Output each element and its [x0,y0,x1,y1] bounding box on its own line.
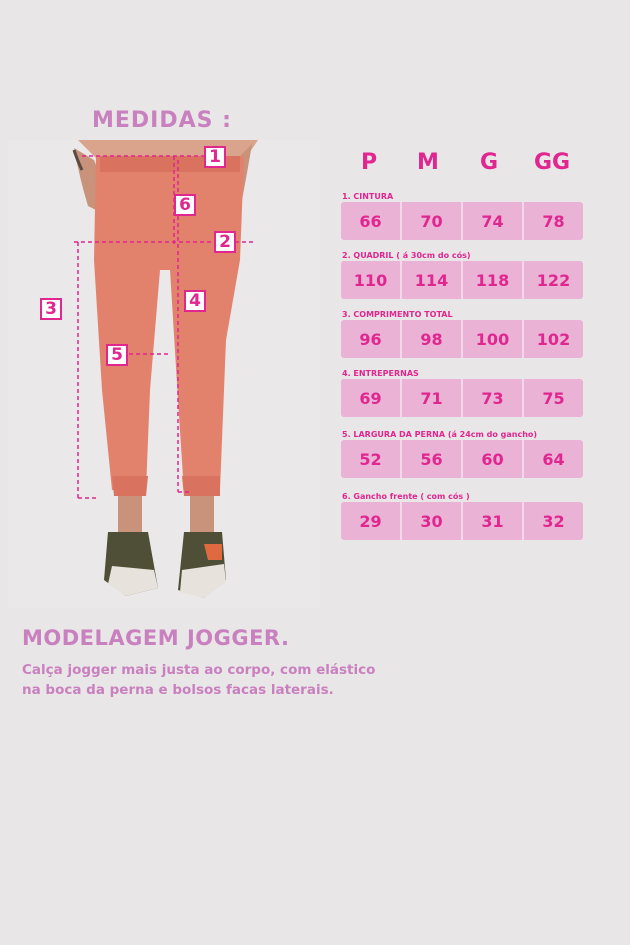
measure-cell: 74 [463,202,524,240]
measure-cell: 56 [402,440,463,478]
measure-cell: 66 [341,202,402,240]
size-header-m: M [417,150,439,175]
measure-cell: 96 [341,320,402,358]
measure-cell: 78 [542,211,565,231]
measure-row-comprimento [341,320,583,358]
marker-3: 3 [40,298,62,320]
measure-cell: 30 [402,502,463,540]
measure-cell: 114 [402,261,463,299]
measure-row-quadril [341,261,583,299]
model-description-line: na boca da perna e bolsos facas laterais. [22,682,334,698]
measure-label-comprimento: 3. COMPRIMENTO TOTAL [342,310,453,319]
measure-cell: 122 [536,270,571,290]
marker-6: 6 [174,194,196,216]
measure-cell: 118 [463,261,524,299]
marker-2: 2 [214,231,236,253]
model-title: MODELAGEM JOGGER. [22,626,290,650]
measure-cell: 60 [463,440,524,478]
measure-label-cintura: 1. CINTURA [342,192,394,201]
measure-cell: 64 [542,449,565,469]
page-title: MEDIDAS : [92,108,232,133]
measure-label-largura: 5. LARGURA DA PERNA (á 24cm do gancho) [342,430,538,439]
measure-row-entrepernas [341,379,583,417]
size-header-p: P [360,150,378,175]
measure-cell: 32 [542,511,565,531]
measure-cell: 69 [341,379,402,417]
size-header-g: G [479,150,499,175]
marker-4: 4 [184,290,206,312]
pants-illustration [8,140,320,608]
model-description [22,660,376,700]
measure-cell: 31 [463,502,524,540]
measure-row-cintura [341,202,583,240]
marker-5: 5 [106,344,128,366]
measure-cell: 52 [341,440,402,478]
measure-label-quadril: 2. QUADRIL ( á 30cm do cós) [342,251,471,260]
measure-cell: 75 [542,388,565,408]
product-photo [8,140,320,608]
marker-1: 1 [204,146,226,168]
measure-label-gancho: 6. Gancho frente ( com cós ) [342,492,470,501]
measure-cell: 102 [536,329,571,349]
model-description-line: Calça jogger mais justa ao corpo, com elástico [22,662,376,678]
measure-cell: 73 [463,379,524,417]
measure-cell: 100 [463,320,524,358]
measure-cell: 70 [402,202,463,240]
size-header-gg: GG [533,150,571,175]
measure-cell: 110 [341,261,402,299]
measure-row-gancho [341,502,583,540]
measure-label-entrepernas: 4. ENTREPERNAS [342,369,419,378]
measure-row-largura [341,440,583,478]
measure-cell: 71 [402,379,463,417]
measure-cell: 29 [341,502,402,540]
measure-cell: 98 [402,320,463,358]
